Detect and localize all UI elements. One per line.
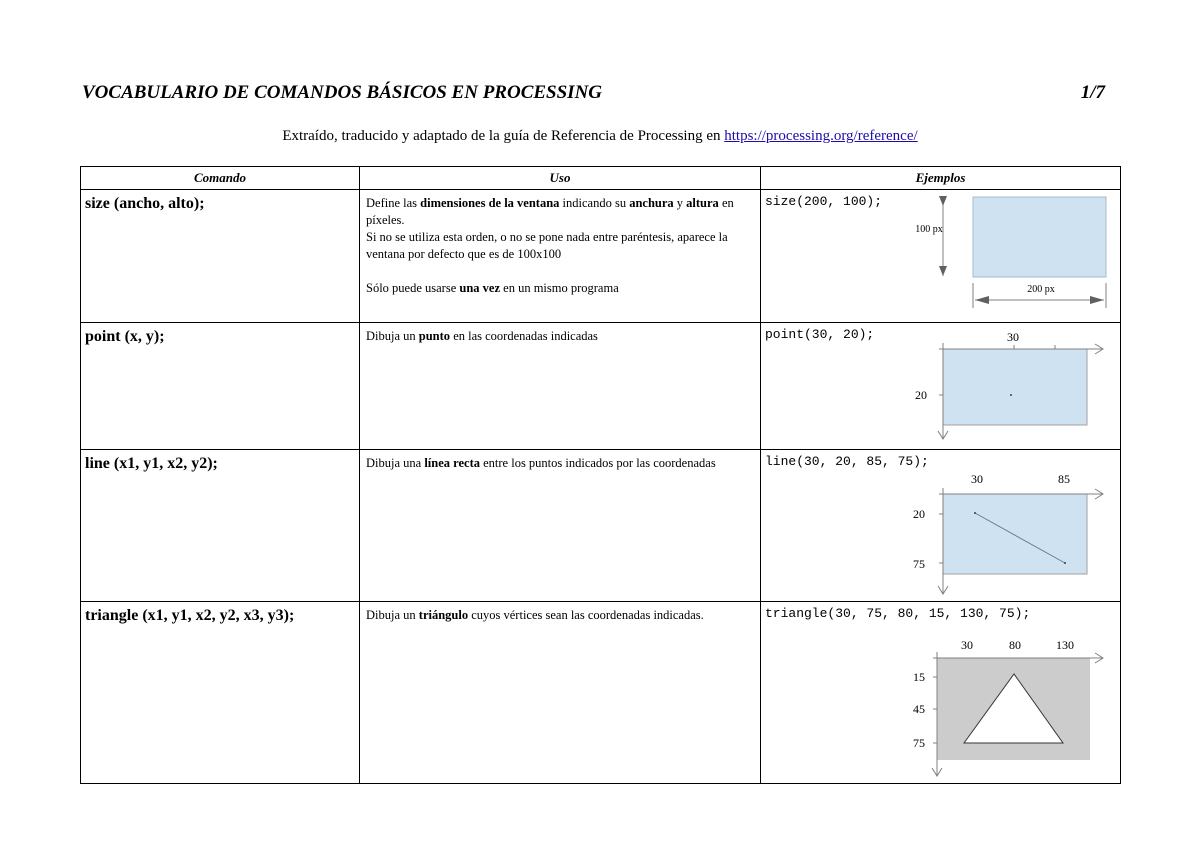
y-label: 20 (915, 388, 927, 402)
header-ejemplos: Ejemplos (761, 167, 1121, 190)
line-diagram (901, 470, 1116, 598)
width-label: 200 px (1027, 284, 1055, 295)
y3-label: 75 (913, 736, 925, 750)
code-example: point(30, 20); (765, 327, 875, 342)
y1-label: 20 (913, 507, 925, 521)
subtitle (0, 128, 1200, 145)
x1-label: 30 (961, 638, 973, 652)
usage-cell: Define las dimensiones de la ventana indicando su anchura y altura en píxeles. Si no se utiliza esta orden, o no se pone nada entre paréntesis, aparece la ventana por defecto que es de 100x100 Sólo puede usarse una vez en un mismo programa (360, 190, 761, 323)
reference-link[interactable]: https://processing.org/reference/ (724, 128, 918, 144)
x3-label: 130 (1056, 638, 1074, 652)
y2-label: 75 (913, 557, 925, 571)
code-example: size(200, 100); (765, 194, 883, 209)
code-example: triangle(30, 75, 80, 15, 130, 75); (765, 606, 1031, 621)
x2-label: 80 (1009, 638, 1021, 652)
code-example: line(30, 20, 85, 75); (765, 454, 929, 469)
table-row (81, 450, 1121, 602)
document-title: VOCABULARIO DE COMANDOS BÁSICOS EN PROCESSING (82, 82, 603, 103)
y2-label: 45 (913, 702, 925, 716)
header-comando: Comando (81, 167, 360, 190)
usage-cell: Dibuja una línea recta entre los puntos indicados por las coordenadas (360, 450, 761, 602)
table-row (81, 323, 1121, 450)
x2-label: 85 (1058, 472, 1070, 486)
table-row (81, 190, 1121, 323)
usage-cell: Dibuja un punto en las coordenadas indicadas (360, 323, 761, 450)
command-cell: size (ancho, alto); (81, 190, 360, 323)
example-cell (761, 450, 1121, 602)
example-cell (761, 190, 1121, 323)
usage-cell: Dibuja un triángulo cuyos vértices sean las coordenadas indicadas. (360, 602, 761, 784)
height-label: 100 px (915, 224, 943, 235)
y1-label: 15 (913, 670, 925, 684)
point-diagram (901, 327, 1116, 445)
header-uso: Uso (360, 167, 761, 190)
example-cell (761, 602, 1121, 784)
command-cell: triangle (x1, y1, x2, y2, x3, y3); (81, 602, 360, 784)
x1-label: 30 (971, 472, 983, 486)
size-diagram (901, 194, 1116, 320)
command-cell: point (x, y); (81, 323, 360, 450)
x-label: 30 (1007, 330, 1019, 344)
table-header-row (81, 167, 1121, 190)
example-cell (761, 323, 1121, 450)
triangle-diagram (901, 632, 1116, 780)
page-number: 1/7 (1080, 82, 1105, 103)
commands-table (80, 166, 1121, 784)
subtitle-text: Extraído, traducido y adaptado de la guía de Referencia de Processing en (282, 128, 725, 144)
table-row (81, 602, 1121, 784)
command-cell: line (x1, y1, x2, y2); (81, 450, 360, 602)
